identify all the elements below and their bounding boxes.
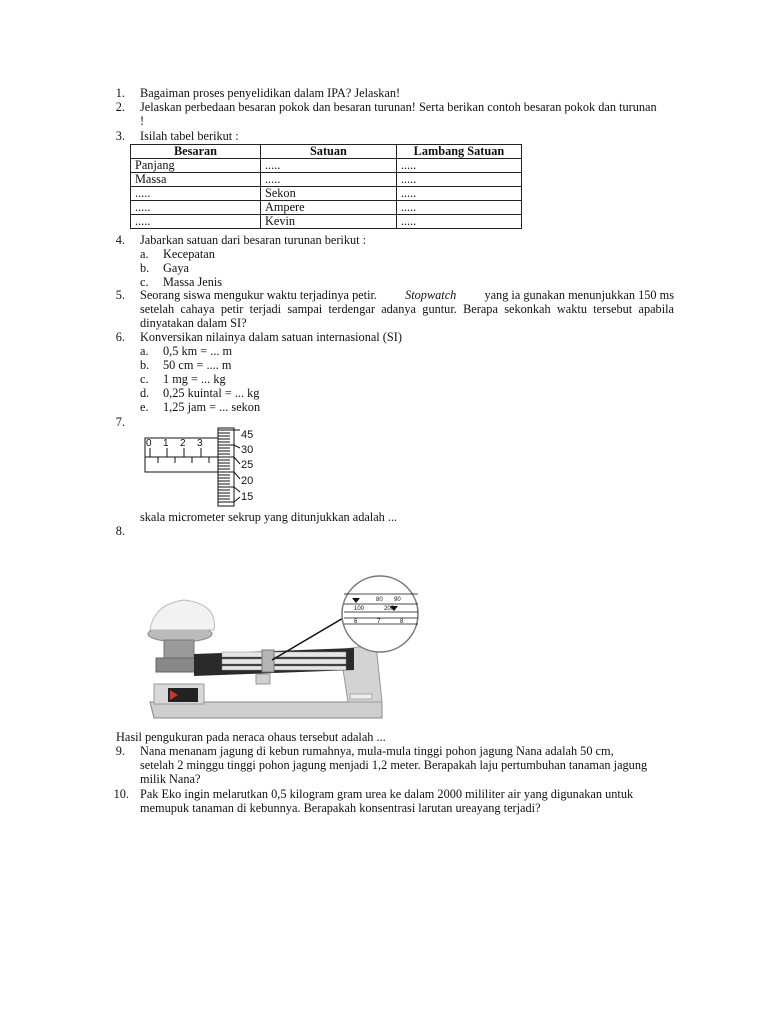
magnifier-label: 90 (394, 597, 401, 603)
q9-line2: setelah 2 minggu tinggi pohon jagung menjadi 1,2 meter. Berapakah laju pertumbuhan tanaman jagung (140, 758, 648, 772)
q6-item-text: 0,25 kuintal = ... kg (163, 386, 260, 400)
q5-line3: dinyatakan dalam SI? (140, 316, 247, 330)
q5-text-post: yang ia gunakan menunjukkan 150 ms (484, 288, 674, 302)
table-cell: ..... (396, 187, 521, 201)
magnifier-label: 200 (384, 606, 395, 612)
table-cell: ..... (260, 173, 396, 187)
q6-number: 6. (115, 330, 125, 344)
table-cell: Massa (131, 173, 261, 187)
q1-text: Bagaiman proses penyelidikan dalam IPA? Jelaskan! (140, 86, 401, 100)
main-scale-label: 3 (197, 438, 203, 449)
table-cell: ..... (131, 201, 261, 215)
q1-number: 1. (115, 86, 125, 100)
q5-line1 (140, 288, 674, 302)
table-row (131, 173, 522, 187)
table-cell: ..... (396, 201, 521, 215)
q7-number: 7. (115, 415, 125, 429)
q4-number: 4. (115, 233, 125, 247)
table-header-row (131, 145, 522, 159)
table-row (131, 201, 522, 215)
table-cell: ..... (260, 159, 396, 173)
q5-line2: setelah cahaya petir terjadi sampai terdengar adanya guntur. Berapa sekonkah waktu tersebut apabila (140, 302, 674, 316)
table-row (131, 159, 522, 173)
q10-number: 10. (113, 787, 129, 801)
q3-number: 3. (115, 129, 125, 143)
beam-scale-2 (222, 659, 346, 664)
beam-stand (256, 674, 270, 684)
q6-item-letter: a. (140, 344, 149, 358)
q9-line3: milik Nana? (140, 772, 201, 786)
q10-line2: memupuk tanaman di kebunnya. Berapakah konsentrasi larutan ureayang terjadi? (140, 801, 541, 815)
q7-caption: skala micrometer sekrup yang ditunjukkan adalah ... (140, 510, 398, 524)
q4-item-letter: a. (140, 247, 149, 261)
magnifier-label: 6 (354, 619, 358, 625)
q4-text: Jabarkan satuan dari besaran turunan berikut : (140, 233, 367, 247)
q6-item-text: 0,5 km = ... m (163, 344, 233, 358)
balance-sample-bag (150, 600, 214, 630)
thimble-label: 30 (241, 444, 254, 456)
magnifier-label: 80 (376, 597, 383, 603)
thimble-label: 45 (241, 429, 254, 441)
magnifier-label: 8 (400, 619, 404, 625)
q4-item-text: Kecepatan (163, 247, 215, 261)
q6-item-text: 1 mg = ... kg (163, 372, 226, 386)
main-scale-label: 0 (146, 438, 152, 449)
q2-number: 2. (115, 100, 125, 114)
table-row (131, 215, 522, 229)
q4-item-letter: c. (140, 275, 149, 289)
q6-item-letter: b. (140, 358, 150, 372)
table-header: Besaran (131, 145, 261, 159)
q10-line1: Pak Eko ingin melarutkan 0,5 kilogram gram urea ke dalam 2000 mililiter air yang digunakan untuk (140, 787, 634, 801)
table-header: Satuan (260, 145, 396, 159)
table-cell: ..... (396, 159, 521, 173)
q6-text: Konversikan nilainya dalam satuan internasional (SI) (140, 330, 402, 344)
table-cell: ..... (396, 173, 521, 187)
table-cell: ..... (131, 215, 261, 229)
q9-number: 9. (115, 744, 125, 758)
q3-text: Isilah tabel berikut : (140, 129, 239, 143)
ohaus-balance-figure (144, 574, 426, 724)
q6-item-letter: d. (140, 386, 150, 400)
table-cell: Ampere (260, 201, 396, 215)
q9-line1: Nana menanam jagung di kebun rumahnya, mula-mula tinggi pohon jagung Nana adalah 50 cm, (140, 744, 614, 758)
magnifier-label: 100 (354, 606, 365, 612)
table-cell: ..... (131, 187, 261, 201)
q4-item-text: Massa Jenis (163, 275, 223, 289)
q4-item-text: Gaya (163, 261, 189, 275)
magnifier-label: 7 (377, 619, 381, 625)
balance-label-plate (350, 694, 372, 699)
q8-number: 8. (115, 524, 125, 538)
q5-text-pre: Seorang siswa mengukur waktu terjadinya petir. (140, 288, 377, 302)
q6-item-text: 1,25 jam = ... sekon (163, 400, 261, 414)
table-cell: Sekon (260, 187, 396, 201)
table-cell: Kevin (260, 215, 396, 229)
table-header: Lambang Satuan (396, 145, 521, 159)
micrometer-thimble (218, 428, 234, 506)
micrometer-figure (140, 424, 270, 508)
table-row (131, 187, 522, 201)
q2-text-cont: ! (140, 114, 145, 128)
q5-text-italic: Stopwatch (405, 288, 457, 302)
table-cell: Panjang (131, 159, 261, 173)
main-scale-label: 1 (163, 438, 169, 449)
quantity-table (130, 144, 522, 229)
table-cell: ..... (396, 215, 521, 229)
thimble-label: 15 (241, 491, 254, 503)
beam-rider (262, 650, 274, 672)
thimble-label: 20 (241, 475, 254, 487)
q6-item-letter: c. (140, 372, 149, 386)
magnifier-circle (342, 576, 418, 652)
q4-item-letter: b. (140, 261, 150, 275)
main-scale-label: 2 (180, 438, 186, 449)
beam-scale-3 (222, 666, 346, 670)
thimble-label: 25 (241, 459, 254, 471)
q5-number: 5. (115, 288, 125, 302)
q8-caption: Hasil pengukuran pada neraca ohaus tersebut adalah ... (116, 730, 386, 744)
q6-item-text: 50 cm = .... m (163, 358, 232, 372)
q2-text: Jelaskan perbedaan besaran pokok dan besaran turunan! Serta berikan contoh besaran pokok dan turunan (140, 100, 657, 114)
q6-item-letter: e. (140, 400, 149, 414)
